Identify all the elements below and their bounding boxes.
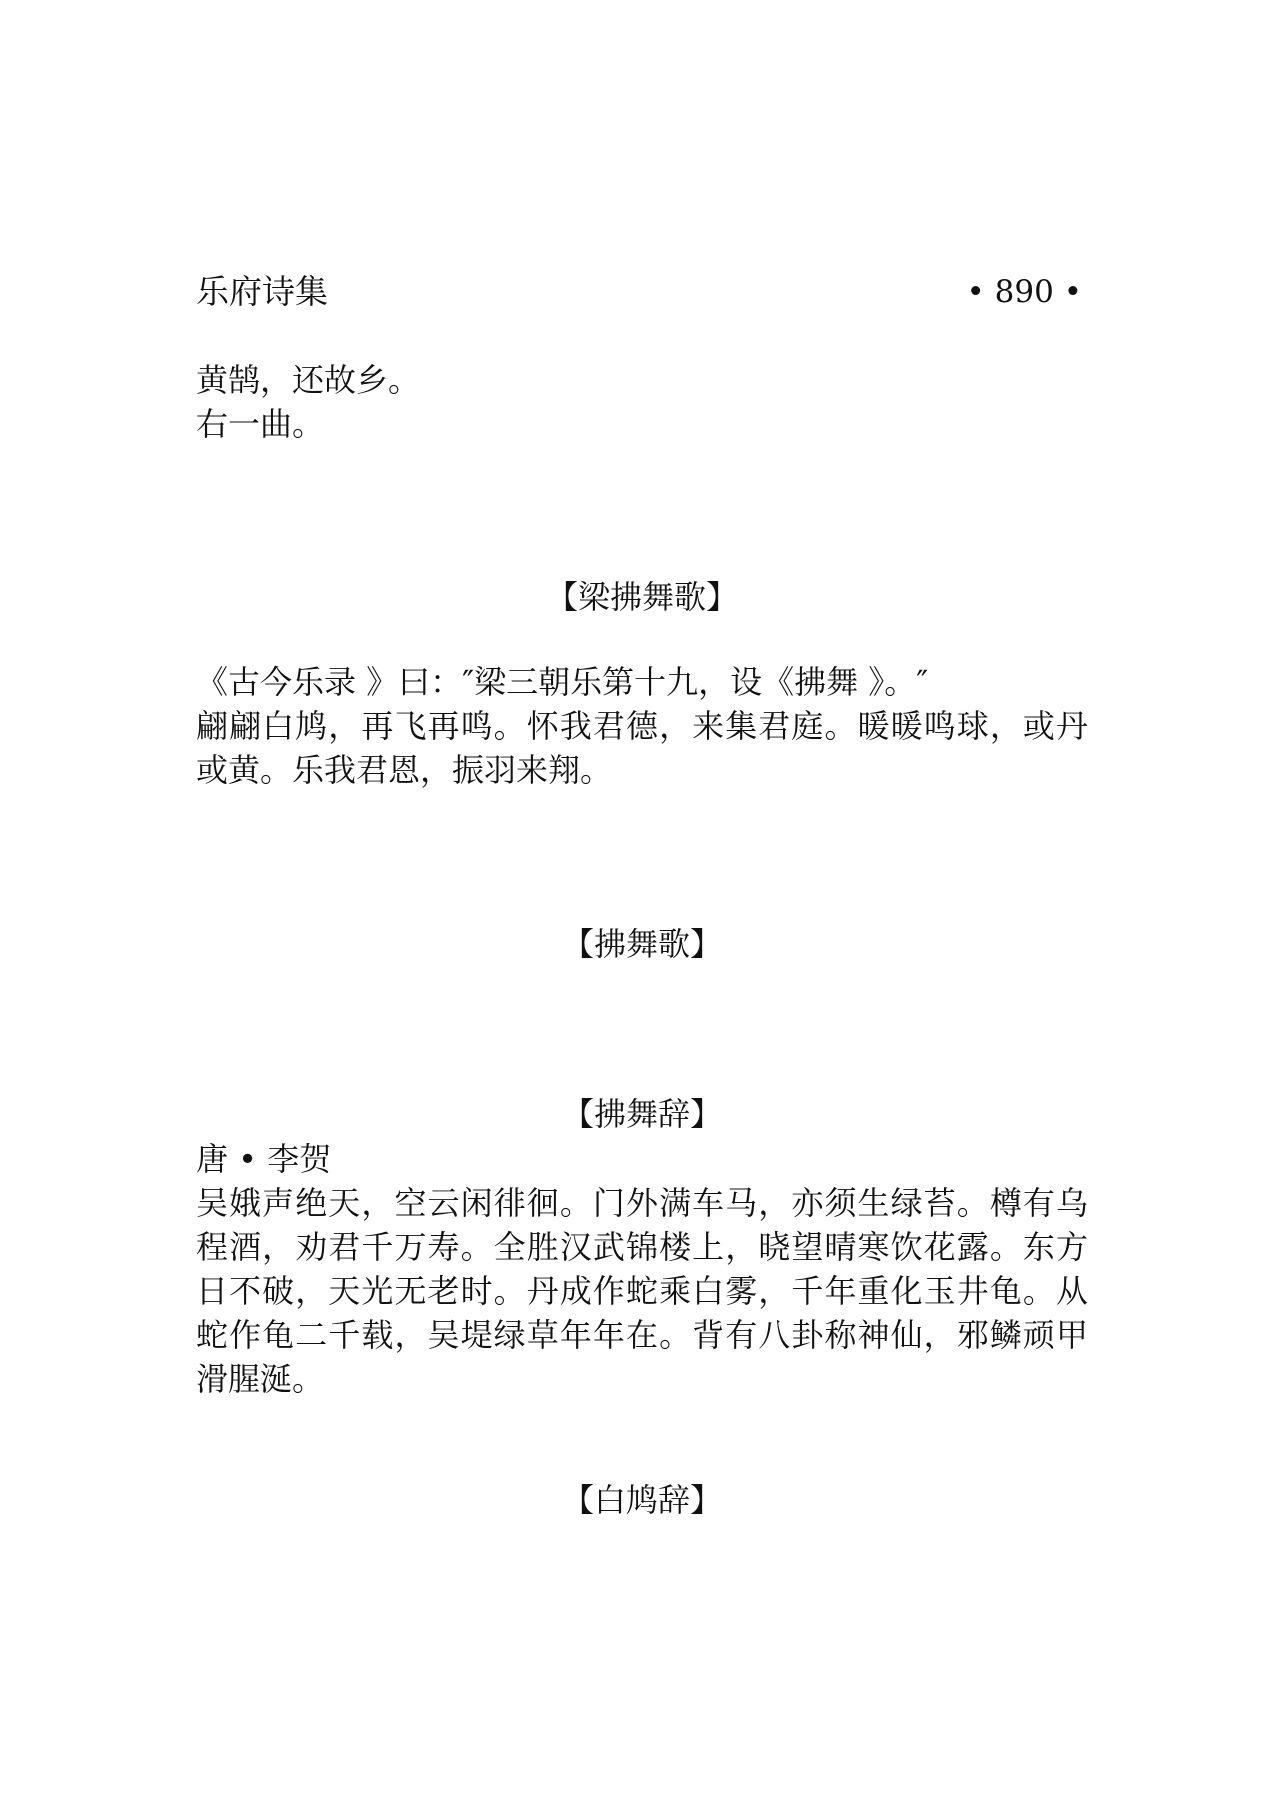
author-line: 唐 • 李贺 [196, 1140, 332, 1178]
page-number: • 890 • [966, 274, 1082, 310]
section-title: 【梁拂舞歌】 [545, 578, 738, 616]
intro-block [196, 358, 1088, 446]
section-title: 【白鸠辞】 [561, 1481, 722, 1519]
section-body [196, 660, 1088, 792]
intro-line: 黄鹄，还故乡。 [196, 361, 421, 399]
poem-line: 日不破，天光无老时。丹成作蛇乘白雾，千年重化玉井龟。从 [196, 1272, 1088, 1310]
poem-line: 程酒，劝君千万寿。全胜汉武锦楼上，晓望晴寒饮花露。东方 [196, 1228, 1088, 1266]
poem-line: 吴娥声绝天，空云闲徘徊。门外满车马，亦须生绿苔。樽有乌 [196, 1184, 1088, 1222]
source-note: 《古今乐录 》曰：″梁三朝乐第十九，设《拂舞 》。″ [196, 663, 929, 701]
intro-line: 右一曲。 [196, 405, 325, 443]
page-header [196, 270, 1082, 314]
book-title: 乐府诗集 [196, 272, 328, 311]
poem-line: 或黄。乐我君恩，振羽来翔。 [196, 751, 613, 789]
poem-line: 滑腥涎。 [196, 1360, 325, 1398]
poem-line: 翩翩白鸠，再飞再鸣。怀我君德，来集君庭。暖暖鸣球，或丹 [196, 707, 1088, 745]
poem-line: 蛇作龟二千载，吴堤绿草年年在。背有八卦称神仙，邪鳞顽甲 [196, 1316, 1088, 1354]
section-title: 【拂舞歌】 [561, 925, 722, 963]
section-title: 【拂舞辞】 [561, 1095, 722, 1133]
section-body [196, 1137, 1088, 1401]
